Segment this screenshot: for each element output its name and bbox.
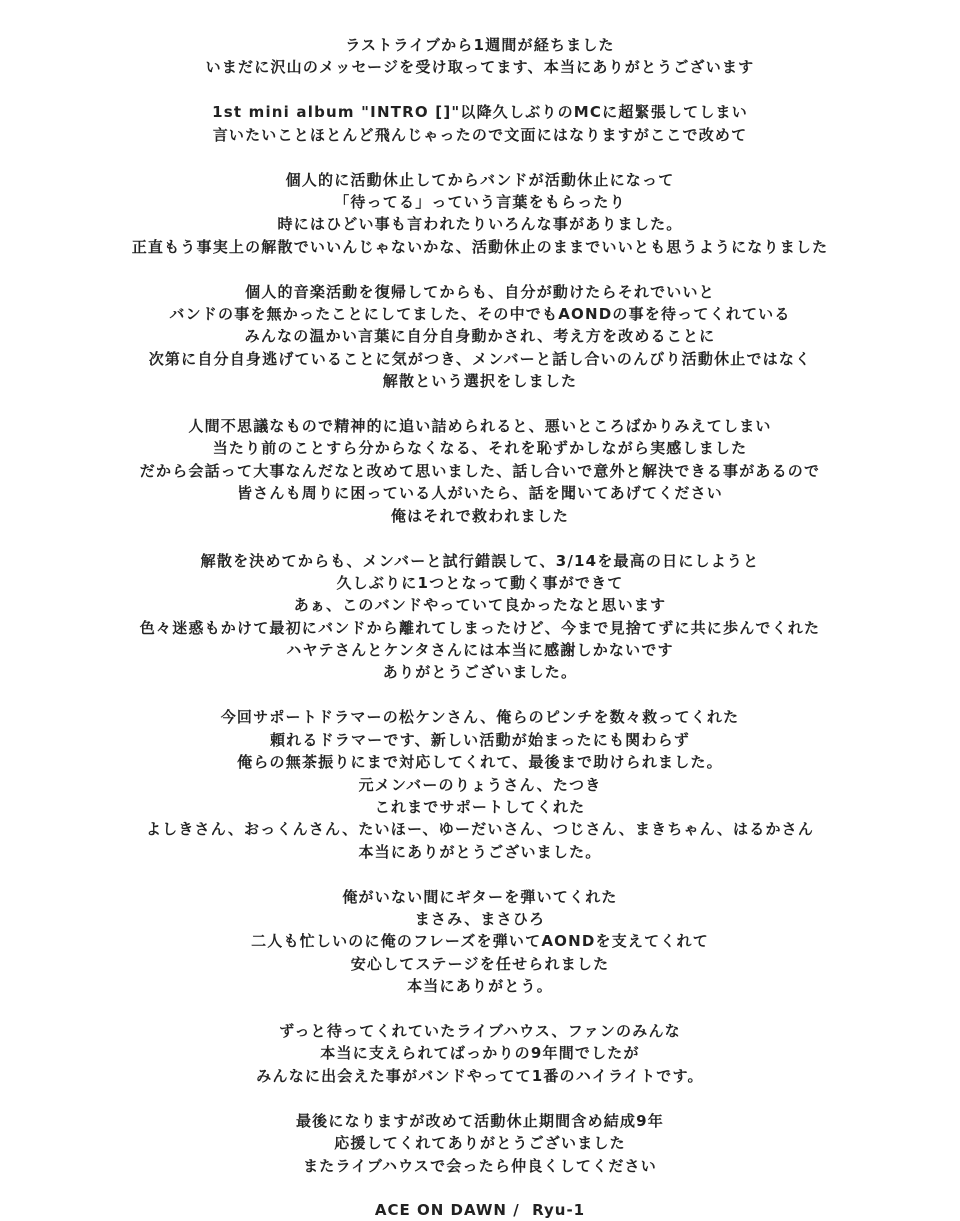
paragraph [0,101,960,146]
text-line: ハヤテさんとケンタさんには本当に感謝しかないです [286,641,674,660]
paragraph [0,34,960,79]
text-line: ありがとうございました。 [382,663,578,682]
text-line: いまだに沢山のメッセージを受け取ってます、本当にありがとうございます [205,58,755,77]
signature: ACE ON DAWN / Ryu-1 [374,1201,586,1220]
text-line: 元メンバーのりょうさん、たつき [358,775,602,794]
text-line: 皆さんも周りに困っている人がいたら、話を聞いてあげてください [236,484,723,503]
text-line: 「待ってる」っていう言葉をもらったり [334,192,626,211]
text-line: 解散という選択をしました [382,372,578,391]
text-line: だから会話って大事なんだなと改めて思いました、話し合いで意外と解決できる事があるので [139,461,821,480]
text-line: 個人的に活動休止してからバンドが活動休止になって [285,170,675,189]
text-line: 俺らの無茶振りにまで対応してくれて、最後まで助けられました。 [237,753,723,772]
text-line: ずっと待ってくれていたライブハウス、ファンのみんな [279,1022,681,1041]
text-line: 頼れるドラマーです、新しい活動が始まったにも関わらず [269,730,690,749]
paragraph [0,550,960,684]
text-line: 正直もう事実上の解散でいいんじゃないかな、活動休止のままでいいとも思うようになりました [131,237,829,256]
text-line: 本当に支えられてばっかりの9年間でしたが [320,1044,640,1063]
paragraph [0,1110,960,1177]
text-line: よしきさん、おっくんさん、たいほー、ゆーだいさん、つじさん、まきちゃん、はるかさん [145,820,815,839]
paragraph [0,1020,960,1087]
text-line: まさみ、まさひろ [414,910,546,928]
text-line: これまでサポートしてくれた [374,797,586,816]
text-line: あぁ、このバンドやっていて良かったなと思います [293,596,667,615]
text-line: ラストライブから1週間が経ちました [345,36,615,54]
paragraph [0,706,960,863]
paragraph [0,169,960,259]
text-line: 時にはひどい事も言われたりいろんな事がありました。 [277,215,683,234]
paragraph [0,281,960,393]
text-line: 人間不思議なもので精神的に追い詰められると、悪いところばかりみえてしまい [188,417,772,436]
text-line: 今回サポートドラマーの松ケンさん、俺らのピンチを数々救ってくれた [220,708,740,727]
text-line: 当たり前のことすら分からなくなる、それを恥ずかしながら実感しました [212,439,748,458]
text-line: みんなに出会えた事がバンドやってて1番のハイライトです。 [256,1066,704,1085]
text-line: 安心してステージを任せられました [350,954,610,973]
text-line: 最後になりますが改めて活動休止期間含め結成9年 [295,1111,665,1130]
text-line: またライブハウスで会ったら仲良くしてください [303,1156,657,1175]
text-line: 応援してくれてありがとうございました [334,1134,626,1153]
paragraph [0,415,960,527]
text-line: 色々迷惑もかけて最初にバンドから離れてしまったけど、今まで見捨てずに共に歩んでくれた [139,618,821,637]
text-line: 二人も忙しいのに俺のフレーズを弾いてAONDを支えてくれて [251,932,709,951]
text-line: 本当にありがとう。 [407,977,553,996]
text-line: バンドの事を無かったことにしてました、その中でもAONDの事を待ってくれている [169,305,791,324]
text-line: 1st mini album "INTRO []"以降久しぶりのMCに超緊張してしまい [212,103,748,122]
text-line: 久しぶりに1つとなって動く事ができて [336,573,624,592]
text-line: 俺がいない間にギターを弾いてくれた [342,887,618,906]
paragraph [0,886,960,998]
text-line: みんなの温かい言葉に自分自身動かされ、考え方を改めることに [244,327,716,346]
letter-body [0,34,960,1177]
text-line: 本当にありがとうございました。 [358,842,602,861]
text-line: 俺はそれで救われました [390,506,570,525]
text-line: 個人的音楽活動を復帰してからも、自分が動けたらそれでいいと [245,282,715,301]
text-line: 次第に自分自身逃げていることに気がつき、メンバーと話し合いのんびり活動休止ではなく [148,349,812,368]
text-line: 解散を決めてからも、メンバーと試行錯誤して、3/14を最高の日にしようと [200,551,760,570]
text-line: 言いたいことほとんど飛んじゃったので文面にはなりますがここで改めて [212,125,748,144]
